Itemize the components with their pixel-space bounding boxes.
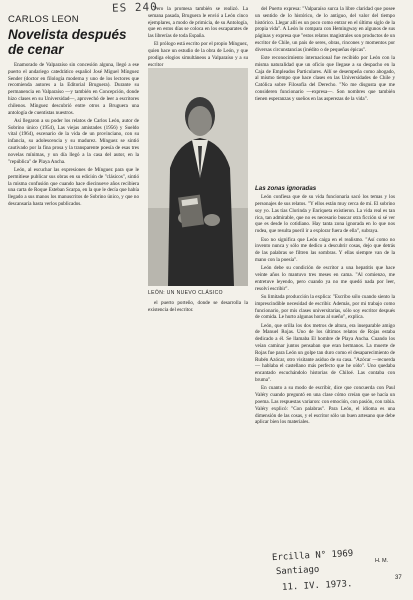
column-3: [255, 6, 395, 104]
column-3-lower: [255, 186, 395, 428]
paragraph: León debe su condición de escritor a una hepatitis que hace veinte años lo mantuvo tres meses en cama. "Al comienzo, me entretuve leyendo, pero cuando ya no me quedó nada por leer, resolví escribir".: [255, 265, 395, 292]
paragraph: El prólogo está escrito por el propio Mínguez, quien hace un estudio de la obra de León, y que prodiga elogios simultáneos a Valparaíso y a su escritor: [148, 41, 248, 68]
paragraph: Enamorado de Valparaíso sin concesión alguna, llegó a ese puerto el andariego catedrático español José Miguel Mínguez Sender (doctor en filología moderna y uno de los lectores que recomienda autores a la Editorial Bruguera). Durante su permanencia en Valparaíso —y también en Concepción, donde hizo clases en su Universidad—, aprovechó de leer a escritores chilenos. Mínguez descubrió entre otros a Bruguera una antología de cuentistas nuestros.: [8, 62, 139, 116]
author-name: CARLOS LEON: [8, 14, 79, 25]
paragraph: León, al escuchar las expresiones de Mínguez para que le permitiese publicar sus obras en su edición de "clásicos", sintió la misma confusión que cuando hace diecinueve años recibiera una carta de Roque Esteban Scarpa, en la que le decía que había llegado a sus manos los manuscritos de Sobrino único, y que no descansaría hasta verlos publicados.: [8, 166, 139, 207]
column-2-bottom: [148, 300, 248, 315]
author-initials: H. M.: [375, 558, 389, 564]
paragraph: el puerto porteño, donde se desarrolla la existencia del escritor.: [148, 300, 248, 313]
handwritten-note-line: Ercilla N° 1969: [271, 548, 354, 564]
photo-caption: LEÓN: UN NUEVO CLÁSICO: [148, 290, 223, 296]
handwritten-code: ES 240: [111, 0, 158, 15]
paragraph: Su limitada producción la explica: "Escribo sólo cuando siento la imprescindible necesidad de escribir. Además, por mi trabajo como funcionario, por mis clases universitarias, sólo soy escritor después de comida. Le hurto algunas horas al sueño", explica.: [255, 293, 395, 321]
paragraph: León confiesa que de su vida funcionaria sacó los temas y los personajes de sus relatos. "Y ellos están muy cerca de mí. El sobrino soy yo. Las tías Clorinda y Enriqueta existieron. La vida real es tan rica, tan admirable, que no es necesario buscar otra ficción si sé ver que es desde lo cotidiano. Hay tanta zona ignorada en lo que nos rodea, que resulta pueril ir a explorar fuera de ella", subraya.: [255, 194, 395, 235]
author-photo: [148, 68, 248, 286]
handwritten-note-line: Santiago: [275, 564, 320, 578]
paragraph: Eso no significa que León caiga en el realismo. "Así como no invento nunca y sólo me dedico a descubrir cosas, dejo que detrás de las palabras se filtren las sombras. Y ellas siempre van de la mano con la poesía".: [255, 236, 395, 263]
paragraph: Pero la promesa también se realizó. La semana pasada, Bruguera le envió a León cinco ejemplares, a modo de primicia, de su Antología, que en estos días se coloca en los escaparates de las librerías de toda España.: [148, 6, 248, 40]
column-2: [148, 6, 248, 70]
paragraph: Así llegaron a su poder los relatos de Carlos León, autor de Sobrino único (1954), Las viejas amistades (1956) y Sueldo vital (1964), escenario de la vida de un provinciano, con su infancia, su adolescencia y su madurez. Mínguez se sintió cautivado por la fina prosa y la transparente poesía de esas tres novelas mínimas, y un día llegó a la casa del autor, en la "república" de Playa Ancha.: [8, 117, 139, 165]
paragraph: del Puerto expresa: "Valparaíso surca la libre claridad que posee un sentido de lo histórico, de lo antiguo, del valor del tiempo histórico. Llegar allí es un poco como entrar en el último siglo de la propia vida". A León lo compara con Hemingway en algunos de sus páginas y expresa que "estos relatos magistrales son productos de un escritor de Chile, un país de seres, obras, rincones y momentos por diversas circunstancias (inédito o de pequeñas épicas".: [255, 6, 395, 53]
section-subhead: Las zonas ignoradas: [255, 185, 317, 192]
handwritten-note-line: 11. IV. 1973.: [281, 579, 353, 593]
column-1: [8, 62, 139, 209]
article-title: Novelista después de cenar: [8, 27, 127, 57]
paragraph: Este reconocimiento internacional fue recibido por León con la misma naturalidad que un oficio que llegase a su despacho en la Caja de Empleados Particulares. Allí se desempeña como abogado, al mismo tiempo que hace clases en las Universidades de Chile y Católica sobre Filosofía del Derecho. "No me disgusta que me consideren funcionario —expresa—. Son nombres que también tienen esperanzas y sueños en las asperezas de la vida".: [255, 55, 395, 102]
paragraph: En cuanto a su modo de escribir, dice que concuerda con Paul Valéry cuando preguntó en una clase cómo creían que se hacía un poema. Las respuestas variaron: con emoción, con pasión, con rabia. Valéry explicó: "Con palabras". Para León, el idioma es una dimensión de las cosas, y el escritor sólo un buen artesano que debe aplicar bien los materiales.: [255, 385, 395, 426]
paragraph: León, que orilla los dos metros de altura, era inseparable amigo de Manuel Rojas. Uno de los últimos relatos de Rojas estaba dedicado a él. Se llamaba El hombre de Playa Ancha. Cuando los veían caminar juntos pensaban que eran hermanos. La muerte de Rojas fue para León un golpe tan duro como el desaparecimiento de Rubén Azócar, otro visitante asiduo de su casa. "Azócar —recuerda— hablaba el castellano más perfecto que he oído". Uno quedaba encantado escuchándolo historias de Chiloé. Las contaba con bruma".: [255, 322, 395, 384]
page-number: 37: [395, 575, 402, 581]
